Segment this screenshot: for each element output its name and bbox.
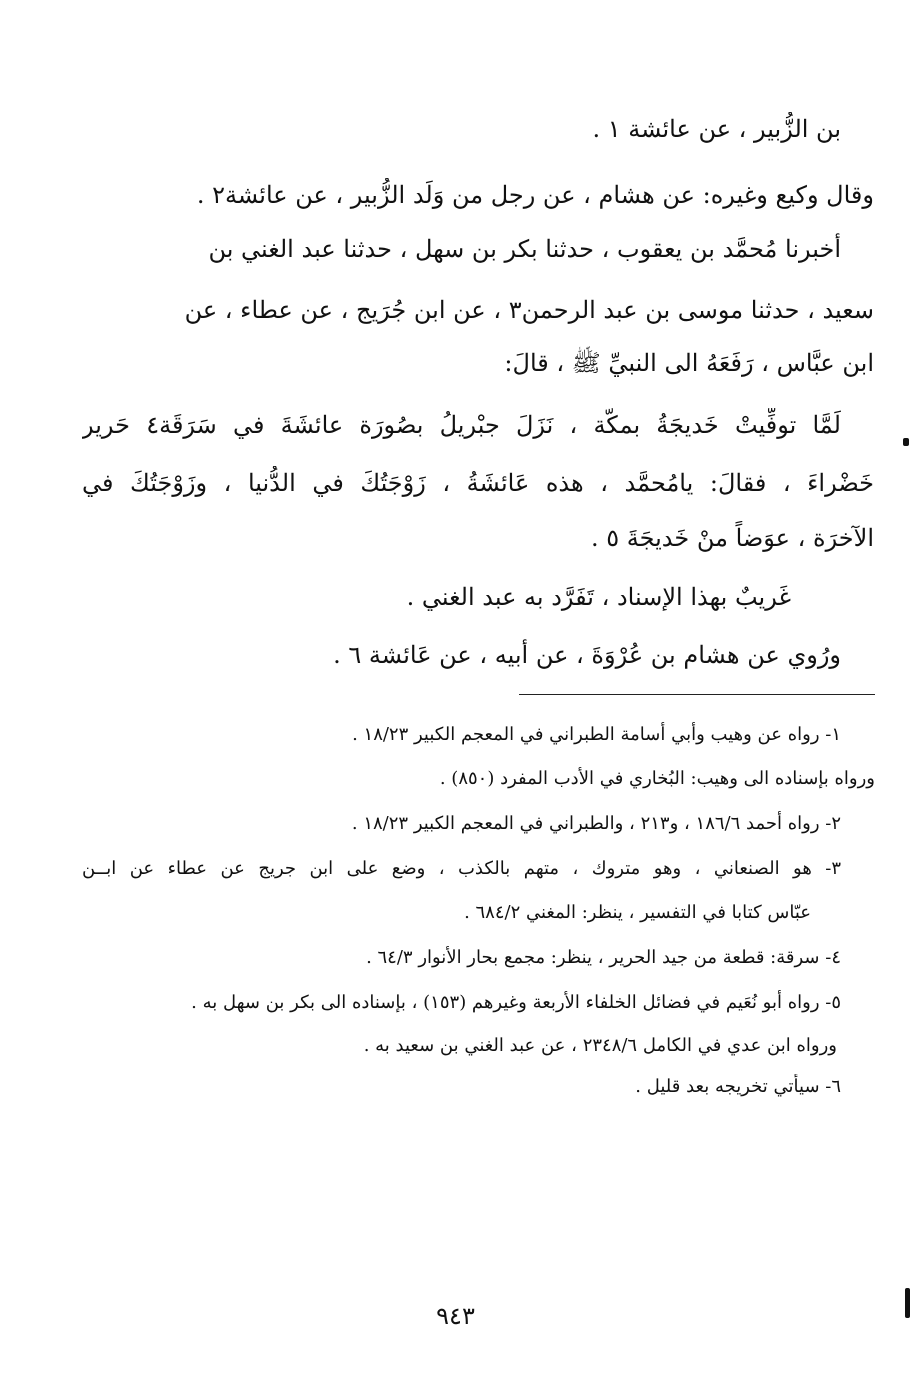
body-line-10: ورُوي عن هشام بن عُرْوَةَ ، عن أبيه ، عن عَائشة ٦ . (333, 641, 841, 669)
footnote-4: ٤- سرقة: قطعة من جيد الحرير ، ينظر: مجمع بحار الأنوار ٦٤/٣ . (366, 947, 841, 968)
footnote-5: ٥- رواه أبو نُعَيم في فضائل الخلفاء الأربعة وغيرهم (١٥٣) ، بإسناده الى بكر بن سهل به . (191, 992, 841, 1013)
body-line-4: سعيد ، حدثنا موسى بن عبد الرحمن٣ ، عن ابن جُرَيج ، عن عطاء ، عن (184, 296, 874, 324)
body-line-3: أخبرنا مُحمَّد بن يعقوب ، حدثنا بكر بن سهل ، حدثنا عبد الغني بن (208, 235, 841, 263)
body-line-5: ابن عبَّاس ، رَفَعَهُ الى النبيِّ ﷺ ، قالَ: (504, 349, 874, 377)
footnote-2: ٢- رواه أحمد ١٨٦/٦ ، و٢١٣ ، والطبراني في المعجم الكبير ١٨/٢٣ . (351, 813, 841, 834)
body-line-7: خَضْراءَ ، فقالَ: يامُحمَّد ، هذه عَائشَةُ ، زَوْجَتُكَ في الدُّنيا ، وزَوْجَتُكَ في (82, 469, 874, 497)
scan-edge-mark (905, 1288, 910, 1318)
body-line-6: لَمَّا توفِّيتْ خَديجَةُ بمكّة ، نَزَلَ جبْريلُ بصُورَة عائشَةَ في سَرَقَة٤ حَرير (82, 411, 841, 439)
body-line-9: غَريبٌ بهذا الإسناد ، تَفَرَّد به عبد الغني . (406, 583, 791, 611)
scan-edge-mark (903, 438, 909, 446)
footnote-1-continued: ورواه بإسناده الى وهيب: البُخاري في الأدب المفرد (٨٥٠) . (439, 768, 875, 789)
footnote-3: ٣- هو الصنعاني ، وهو متروك ، متهم بالكذب ، وضع على ابن جريج عن عطاء عن ابــن (82, 858, 841, 879)
footnote-6: ٦- سيأتي تخريجه بعد قليل . (635, 1076, 841, 1097)
footnote-3-continued: عبّاس كتابا في التفسير ، ينظر: المغني ٦٨٤/٢ . (464, 902, 811, 923)
page-number: ٩٤٣ (436, 1302, 475, 1330)
footnote-1: ١- رواه عن وهيب وأبي أسامة الطبراني في المعجم الكبير ١٨/٢٣ . (352, 724, 841, 745)
body-line-1: بن الزُّبير ، عن عائشة ١ . (592, 115, 841, 143)
footnote-5-continued: ورواه ابن عدي في الكامل ٢٣٤٨/٦ ، عن عبد الغني بن سعيد به . (363, 1035, 837, 1056)
footnote-separator (519, 694, 875, 695)
body-line-8: الآخرَة ، عوَضاً منْ خَديجَةَ ٥ . (590, 524, 874, 552)
body-line-2: وقال وكيع وغيره: عن هشام ، عن رجل من وَلَد الزُّبير ، عن عائشة٢ . (196, 181, 874, 209)
